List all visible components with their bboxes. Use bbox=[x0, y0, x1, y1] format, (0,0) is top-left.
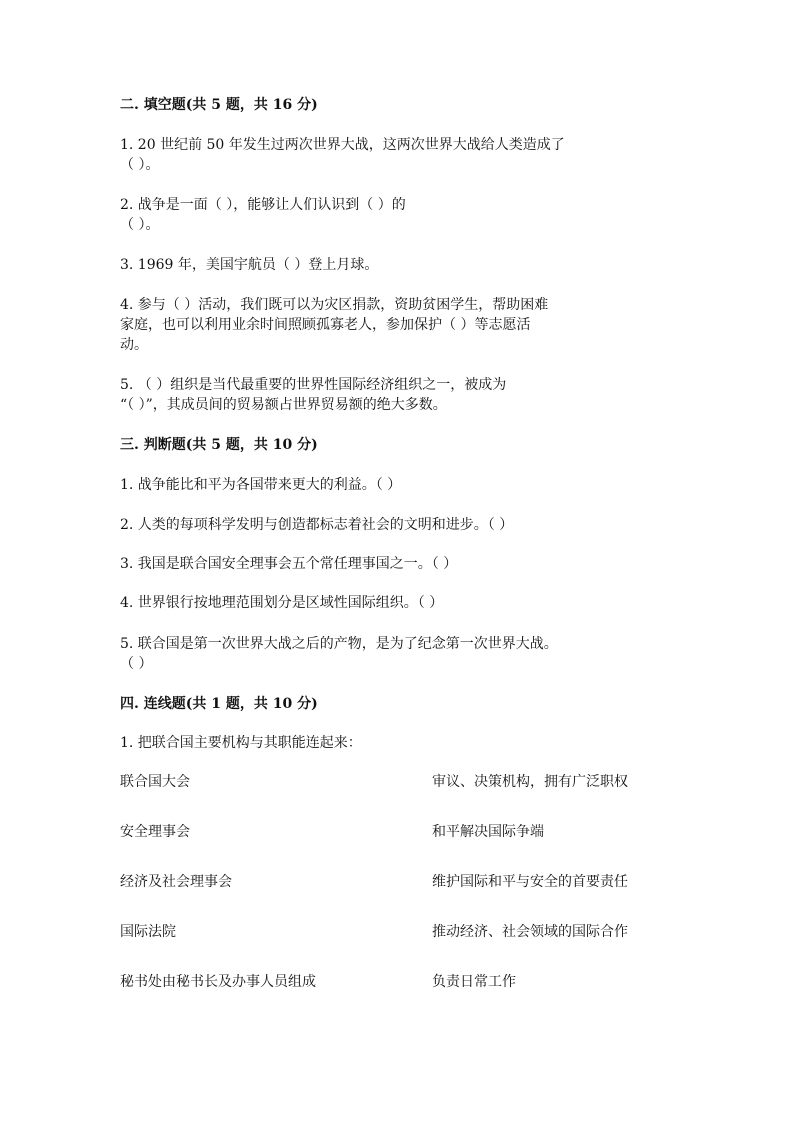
section-2-heading: 二. 填空题(共 5 题，共 16 分) bbox=[120, 97, 318, 113]
fill-q5-line1: 5. （ ）组织是当代最重要的世界性国际经济组织之一，被成为 bbox=[120, 377, 507, 393]
judge-q3: 3. 我国是联合国安全理事会五个常任理事国之一。（ ） bbox=[120, 556, 458, 572]
fill-q4-line1: 4. 参与（ ）活动，我们既可以为灾区捐款，资助贫困学生，帮助困难 bbox=[120, 297, 549, 313]
match-right-item: 和平解决国际争端 bbox=[432, 824, 544, 840]
match-right-item: 维护国际和平与安全的首要责任 bbox=[432, 874, 628, 890]
fill-q2-line2: （ ）。 bbox=[120, 217, 160, 233]
judge-q1: 1. 战争能比和平为各国带来更大的利益。（ ） bbox=[120, 477, 402, 493]
fill-q1-line2: （ ）。 bbox=[120, 157, 160, 173]
section-3-heading: 三. 判断题(共 5 题，共 10 分) bbox=[120, 437, 318, 453]
match-right-item: 推动经济、社会领域的国际合作 bbox=[432, 924, 628, 940]
judge-q2: 2. 人类的每项科学发明与创造都标志着社会的文明和进步。（ ） bbox=[120, 517, 514, 533]
fill-q3-line1: 3. 1969 年，美国宇航员（ ）登上月球。 bbox=[120, 257, 379, 273]
match-right-item: 审议、决策机构，拥有广泛职权 bbox=[432, 774, 628, 790]
section-4-heading: 四. 连线题(共 1 题，共 10 分) bbox=[120, 696, 318, 712]
match-left-item: 联合国大会 bbox=[120, 774, 190, 790]
fill-q2-line1: 2. 战争是一面（ ），能够让人们认识到（ ）的 bbox=[120, 197, 406, 213]
fill-q4-line3: 动。 bbox=[120, 337, 148, 353]
match-left-item: 安全理事会 bbox=[120, 824, 190, 840]
match-left-item: 经济及社会理事会 bbox=[120, 874, 232, 890]
fill-q1-line1: 1. 20 世纪前 50 年发生过两次世界大战，这两次世界大战给人类造成了 bbox=[120, 137, 565, 153]
match-left-item: 国际法院 bbox=[120, 924, 176, 940]
match-right-item: 负责日常工作 bbox=[432, 974, 516, 990]
judge-q5-line1: 5. 联合国是第一次世界大战之后的产物，是为了纪念第一次世界大战。 bbox=[120, 636, 558, 652]
match-q1-prompt: 1. 把联合国主要机构与其职能连起来： bbox=[120, 735, 362, 751]
exam-page bbox=[120, 0, 680, 1123]
fill-q5-line2: “（ ）”，其成员间的贸易额占世界贸易额的绝大多数。 bbox=[120, 397, 447, 413]
fill-q4-line2: 家庭，也可以利用业余时间照顾孤寡老人，参加保护（ ）等志愿活 bbox=[120, 317, 531, 333]
judge-q5-line2: （ ） bbox=[120, 656, 153, 672]
match-left-item: 秘书处由秘书长及办事人员组成 bbox=[120, 974, 316, 990]
judge-q4: 4. 世界银行按地理范围划分是区域性国际组织。（ ） bbox=[120, 595, 444, 611]
